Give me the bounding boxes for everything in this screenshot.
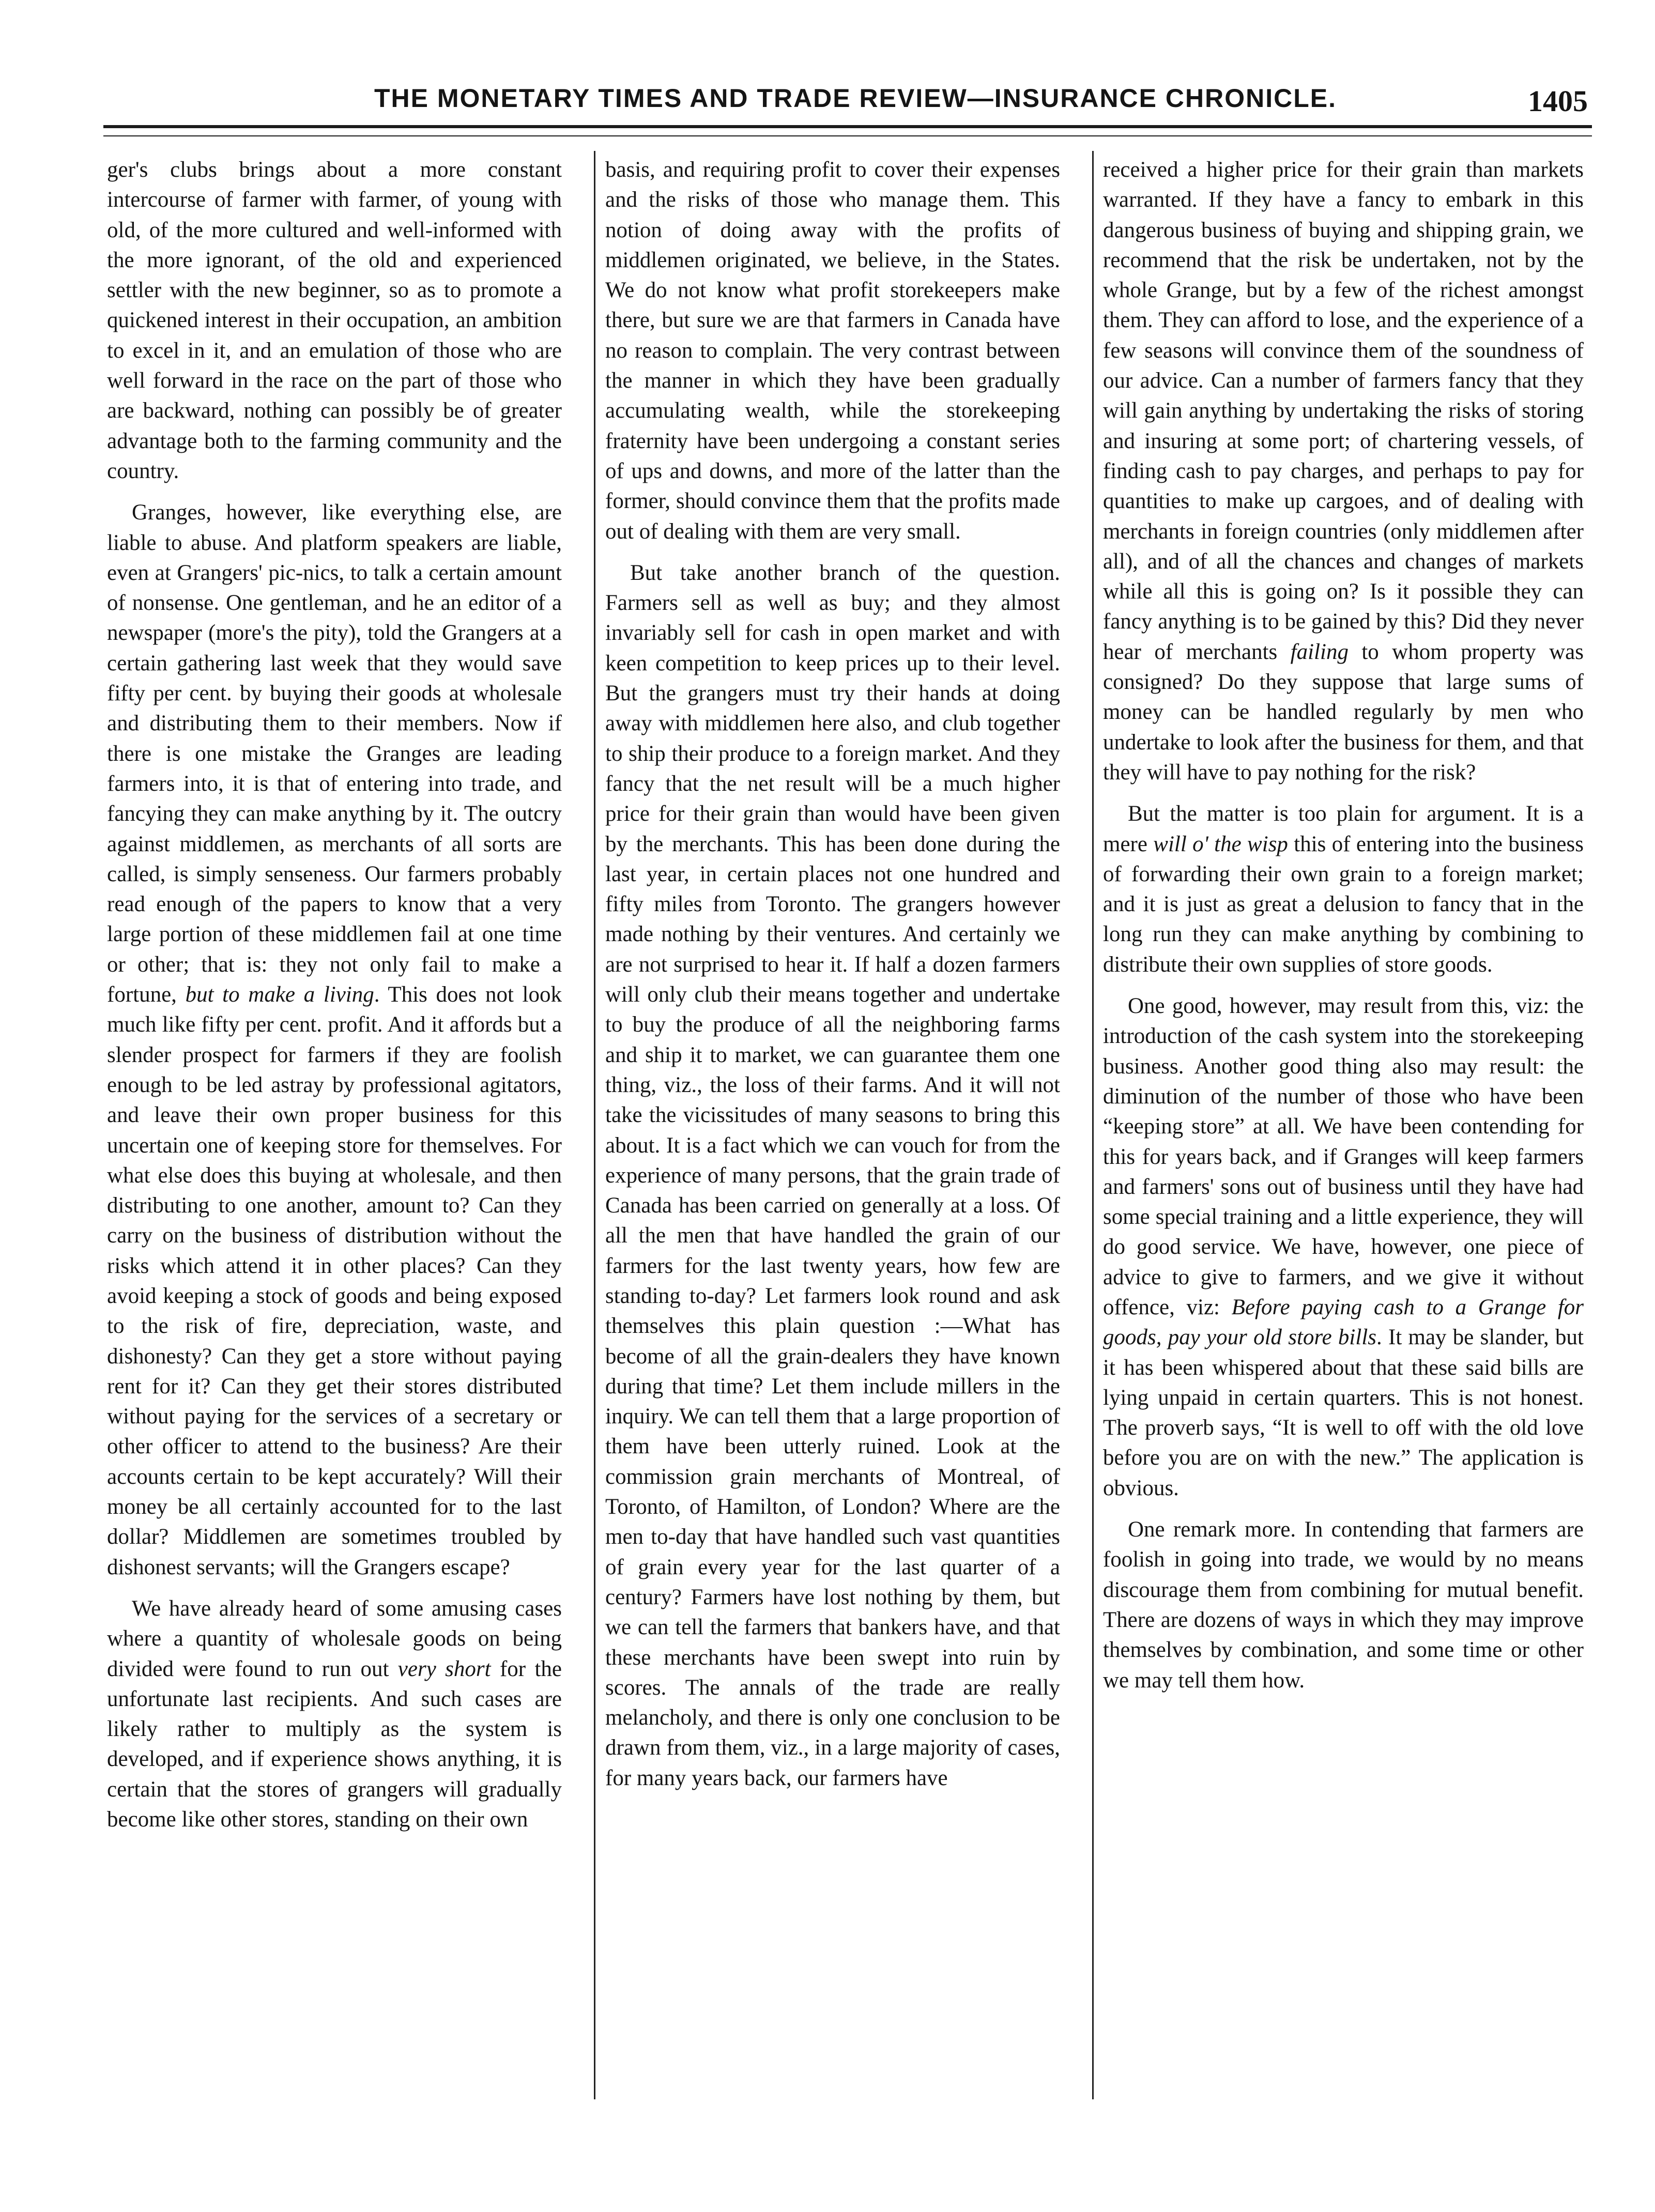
paragraph <box>107 498 562 1583</box>
article-column-1 <box>107 155 562 1835</box>
running-title: THE MONETARY TIMES AND TRADE REVIEW—INSURANCE CHRONICLE. <box>374 84 1337 113</box>
paragraph-text: ger's clubs brings about a more constant intercourse of farmer with farmer, of young with old, of the more cultured and well-informed with the more ignorant, of the old and experienced settler with the new beginner, so as to promote a quickened interest in their occupation, an ambition to excel in it, and an emulation of those who are well forward in the race on the part of those who are backward, nothing can possibly be of greater advantage both to the farming community and the country. <box>107 158 562 483</box>
paragraph <box>605 558 1060 1793</box>
italic-phrase: failing <box>1290 639 1348 664</box>
header-rule-thin <box>103 135 1592 136</box>
paragraph-text: received a higher price for their grain than markets warranted. If they have a fancy to embark in this dangerous business of buying and shipping grain, we recommend that the risk be undertaken, not by the whole Grange, but by a few of the richest amongst them. They can afford to lose, and the experience of a few seasons will convince them of the soundness of our advice. Can a number of farmers fancy that they will gain anything by undertaking the risks of storing and insuring at some port; of chartering vessels, of finding cash to pay charges, and perhaps to pay for quantities to make up cargoes, and of dealing with merchants in foreign countries (only middlemen after all), and of all the chances and changes of markets while all this is going on? Is it possible they can fancy anything is to be gained by this? Did they never hear of merchants <box>1103 158 1584 664</box>
italic-phrase: very short <box>397 1656 491 1681</box>
paragraph-text: Granges, however, like everything else, are liable to abuse. And platform speakers are liable, even at Grangers' pic-nics, to talk a certain amount of nonsense. One gentleman, and he an editor of a newspaper (more's the pity), told the Grangers at a certain gathering last week that they would save fifty per cent. by buying their goods at wholesale and distributing them to their members. Now if there is one mistake the Granges are leading farmers into, it is that of entering into trade, and fancying they can make anything by it. The outcry against middlemen, as merchants of all sorts are called, is simply senseness. Our farmers probably read enough of the papers to know that a very large portion of these middlemen fail at one time or other; that is: they not only fail to make a fortune, <box>107 500 562 1007</box>
italic-phrase: but to make a living <box>185 982 374 1007</box>
paragraph-text: . This does not look much like fifty per cent. profit. And it affords but a slender prospect for farmers if they are foolish enough to be led astray by professional agitators, and leave their own proper business for this uncertain one of keeping store for themselves. For what else does this buying at wholesale, and then distributing to one another, amount to? Can they carry on the business of distribution without the risks which attend it in other places? Can they avoid keeping a stock of goods and being exposed to the risk of fire, depreciation, waste, and dishonesty? Can they get a store without paying rent for it? Can they get their stores distributed without paying for the services of a secretary or other officer to attend to the business? Are their accounts certain to be kept accurately? Will their money be all certainly accounted for to the last dollar? Middlemen are sometimes troubled by dishonest servants; will the Grangers escape? <box>107 982 562 1579</box>
paragraph-text: We have already heard of some amusing cases where a quantity of wholesale goods on being divided were found to run out <box>107 1596 562 1681</box>
paragraph-text: to whom property was consigned? Do they suppose that large sums of money can be handled regularly by men who undertake to look after the business for them, and that they will have to pay nothing for the risk? <box>1103 639 1584 785</box>
column-divider <box>1092 151 1094 2099</box>
article-column-3 <box>1103 155 1584 1696</box>
paragraph-text: But take another branch of the question. Farmers sell as well as buy; and they almost invariably sell for cash in open market and with keen competition to keep prices up to their level. But the grangers must try their hands at doing away with middlemen here also, and club together to ship their produce to a foreign market. And they fancy that the net result will be a much higher price for their grain than would have been given by the merchants. This has been done during the last year, in certain places not one hundred and fifty miles from Toronto. The grangers however made nothing by their ventures. And certainly we are not surprised to hear it. If half a dozen farmers will only club their means together and undertake to buy the produce of all the neighboring farms and ship it to market, we can guarantee them one thing, viz., the loss of their farms. And it will not take the vicissitudes of many seasons to bring this about. It is a fact which we can vouch for from the experience of many persons, that the grain trade of Canada has been carried on generally at a loss. Of all the men that have handled the grain of our farmers for the last twenty years, how few are standing to-day? Let farmers look round and ask themselves this plain question :—What has become of all the grain-dealers they have known during that time? Let them include millers in the inquiry. We can tell them that a large proportion of them have been utterly ruined. Look at the commission grain merchants of Montreal, of Toronto, of Hamilton, of London? Where are the men to-day that have handled such vast quantities of grain every year for the last quarter of a century? Farmers have lost nothing by them, but we can tell the farmers that bankers have, and that these merchants have been swept into ruin by scores. The annals of the trade are really melancholy, and there is only one conclusion to be drawn from them, viz., in a large majority of cases, for many years back, our farmers have <box>605 560 1060 1790</box>
paragraph-text: One remark more. In contending that farmers are foolish in going into trade, we would by no means discourage them from combining for mutual benefit. There are dozens of ways in which they may improve themselves by combination, and some time or other we may tell them how. <box>1103 1517 1584 1693</box>
paragraph <box>1103 991 1584 1503</box>
paragraph <box>1103 1515 1584 1696</box>
article-column-2 <box>605 155 1060 1793</box>
paragraph-text: for the unfortunate last recipients. And such cases are likely rather to multiply as the system is developed, and if experience shows anything, it is certain that the stores of grangers will gradually become like other stores, standing on their own <box>107 1656 562 1832</box>
paragraph-text: One good, however, may result from this, viz: the introduction of the cash system into the storekeeping business. Another good thing also may result: the diminution of the number of those who have been “keeping store” at all. We have been contending for this for years back, and if Granges will keep farmers and farmers' sons out of business until they have had some special training and a little experience, they will do good service. We have, however, one piece of advice to give to farmers, and we give it without offence, viz: <box>1103 994 1584 1319</box>
paragraph-text: . It may be slander, but it has been whispered about that these said bills are lying unpaid in certain quarters. This is not honest. The proverb says, “It is well to off with the old love before you are on with the new.” The application is obvious. <box>1103 1325 1584 1500</box>
paragraph <box>605 155 1060 547</box>
paragraph <box>1103 799 1584 980</box>
italic-phrase: will o' the wisp <box>1153 832 1288 856</box>
paragraph <box>1103 155 1584 788</box>
paragraph-text: this of entering into the business of forwarding their own grain to a foreign market; and it is just as great a delusion to fancy that in the long run they can make anything by combining to distribute their own supplies of store goods. <box>1103 832 1584 977</box>
paragraph <box>107 1594 562 1835</box>
paragraph-text: basis, and requiring profit to cover their expenses and the risks of those who manage them. This notion of doing away with the profits of middlemen originated, we believe, in the States. We do not know what profit storekeepers make there, but sure we are that farmers in Canada have no reason to complain. The very contrast between the manner in which they have been gradually accumulating wealth, while the storekeeping fraternity have been undergoing a constant series of ups and downs, and more of the latter than the former, should convince them that the profits made out of dealing with them are very small. <box>605 158 1060 544</box>
paragraph <box>107 155 562 486</box>
header-rule-thick <box>103 125 1592 128</box>
italic-phrase: Before paying cash to a Grange for goods, pay your old store bills <box>1103 1295 1584 1350</box>
page-header <box>103 78 1592 124</box>
page-number: 1405 <box>1528 84 1588 118</box>
column-divider <box>594 151 595 2099</box>
paragraph-text: But the matter is too plain for argument. It is a mere <box>1103 802 1584 856</box>
